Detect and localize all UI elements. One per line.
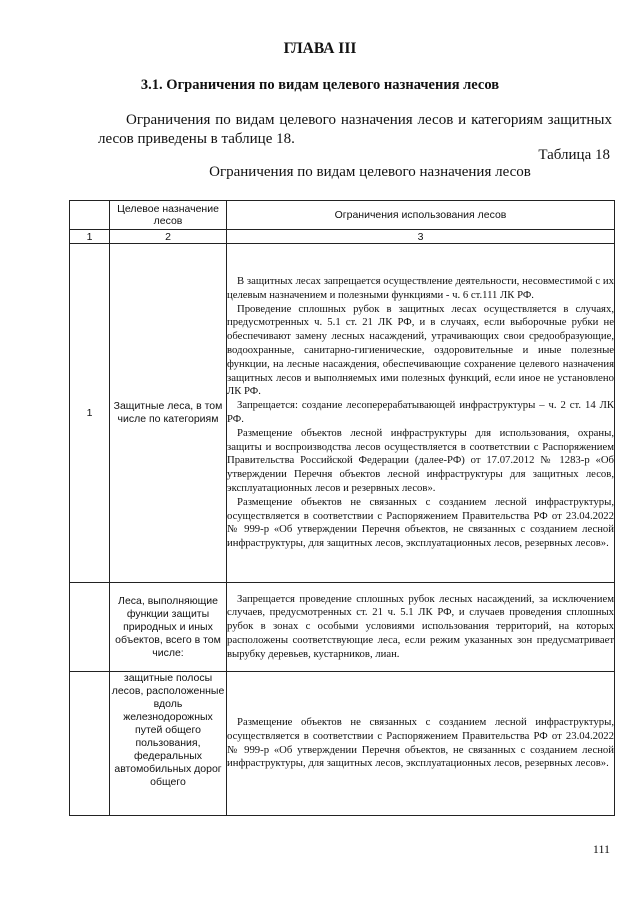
intro-paragraph: Ограничения по видам целевого назначения лесов и категориям защитных лесов приведены в таблице 18. [98, 112, 612, 147]
row-category: Леса, выполняющие функции защиты природных и иных объектов, всего в том числе: [110, 583, 227, 672]
row-restrictions [227, 244, 615, 583]
restrictions-table [69, 200, 615, 816]
table-caption: Ограничения по видам целевого назначения лесов [209, 164, 531, 180]
restriction-paragraph: Размещение объектов лесной инфраструктуры для использования, охраны, защиты и воспроизводства лесов осуществляется в соответствии с Распоряжением Правительства Российской Федерации (далее-РФ) от 17.07.2012 № 1283-р «Об утверждении Перечня объектов лесной инфраструктуры для защитных лесов, эксплуатационных лесов и резервных лесов». [227, 426, 614, 494]
restriction-paragraph: Запрещается: создание лесоперерабатывающей инфраструктуры – ч. 2 ст. 14 ЛК РФ. [227, 399, 614, 425]
table-row [70, 244, 615, 583]
column-number: 3 [227, 230, 615, 244]
header-num [70, 201, 110, 230]
table-number: Таблица 18 [538, 147, 610, 163]
header-purpose: Целевое назначение лесов [110, 201, 227, 230]
restriction-paragraph: В защитных лесах запрещается осуществление деятельности, несовместимой с их целевым назначением и полезными функциями - ч. 6 ст.111 ЛК РФ. [227, 275, 614, 301]
table-header-row [70, 201, 615, 230]
header-restrictions: Ограничения использования лесов [227, 201, 615, 230]
chapter-title: ГЛАВА III [283, 40, 357, 57]
restriction-paragraph: Размещение объектов не связанных с созданием лесной инфраструктуры, осуществляется в соответствии с Распоряжением Правительства РФ от 23.04.2022 № 999-р «Об утверждении Перечня объектов, не связанных с созданием лесной инфраструктуры, для защитных лесов, эксплуатационных лесов, резервных лесов». [227, 715, 614, 770]
restriction-paragraph: Размещение объектов не связанных с созданием лесной инфраструктуры, осуществляется в соответствии с Распоряжением Правительства РФ от 23.04.2022 № 999-р «Об утверждении Перечня объектов, не связанных с созданием лесной инфраструктуры, для защитных лесов, эксплуатационных лесов, резервных лесов». [227, 495, 614, 550]
table-row [70, 583, 615, 672]
row-category: Защитные леса, в том числе по категориям [110, 244, 227, 583]
column-number: 1 [70, 230, 110, 244]
page-number: 111 [592, 842, 610, 856]
section-title: 3.1. Ограничения по видам целевого назначения лесов [140, 77, 500, 93]
row-restrictions [227, 672, 615, 816]
row-number [70, 672, 110, 816]
restriction-paragraph: Проведение сплошных рубок в защитных лесах осуществляется в случаях, предусмотренных ч. 5.1 ст. 21 ЛК РФ, и в случаях, если выборочные рубки не обеспечивают замену лесных насаждений, утрачивающих свои средообразующие, водоохранные, санитарно-гигиенические, оздоровительные и иные полезные функции, на лесные насаждения, обеспечивающие сохранение целевого назначения защитных лесов и выполняемых ими полезных функций, если иное не установлено ЛК РФ. [227, 302, 614, 398]
row-category: защитные полосы лесов, расположенные вдоль железнодорожных путей общего пользования, федеральных автомобильных дорог общего [110, 672, 227, 816]
restriction-paragraph: Запрещается проведение сплошных рубок лесных насаждений, за исключением случаев, предусмотренных ст. 21 ч. 5.1 ЛК РФ, и случаев проведения сплошных рубок в зонах с особыми условиями использования территорий, на которых расположены соответствующие леса, если режим указанных зон предусматривает вырубку деревьев, кустарников, лиан. [227, 592, 614, 660]
row-restrictions [227, 583, 615, 672]
column-number: 2 [110, 230, 227, 244]
table-row [70, 672, 615, 816]
table-number-row [70, 230, 615, 244]
row-number [70, 583, 110, 672]
row-number: 1 [70, 244, 110, 583]
